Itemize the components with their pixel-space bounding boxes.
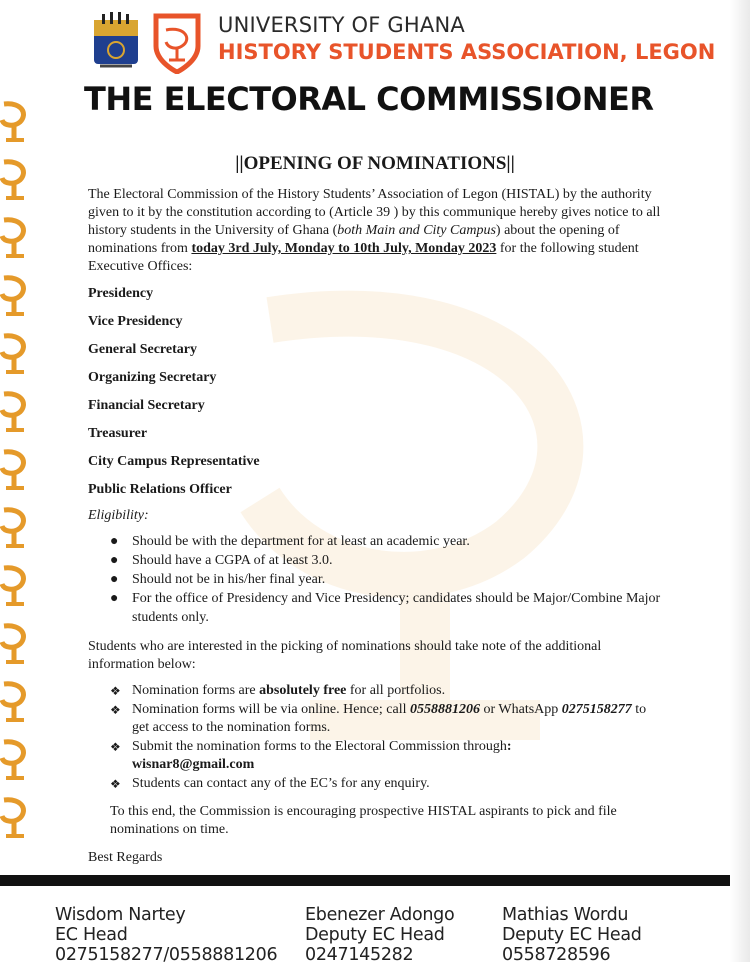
diamond-bullet-icon: ❖ (110, 702, 121, 717)
info-text: for all portfolios. (346, 683, 446, 698)
footer-divider (0, 875, 730, 886)
diamond-bullet-icon: ❖ (110, 739, 121, 754)
info-colon: : (506, 738, 512, 754)
eligibility-label: Eligibility: (88, 508, 149, 523)
sign-off: Best Regards (88, 850, 163, 865)
info-emphasis: absolutely free (259, 683, 347, 698)
info-text: to get access to the nomination forms. (132, 701, 647, 735)
eligibility-text: For the office of Presidency and Vice Presidency; candidates should be Major/Combine Major students only. (132, 591, 661, 625)
list-item (108, 701, 663, 738)
intro-text-2: ) about the opening of nominations from (88, 223, 620, 256)
intro-paragraph (88, 186, 663, 276)
diamond-bullet-icon: ❖ (110, 684, 121, 698)
signatory-phone: 0558728596 (502, 945, 611, 965)
info-text: Students can contact any of the EC’s for any enquiry. (132, 775, 430, 791)
office-item: Treasurer (88, 426, 148, 441)
intro-text-3: for the following student Executive Offices: (88, 241, 639, 274)
signatory-role: Deputy EC Head (305, 925, 445, 945)
info-text: Submit the nomination forms to the Electoral Commission through (132, 738, 507, 754)
eligibility-text: Should be with the department for at least an academic year. (132, 534, 470, 549)
notice-heading: ||OPENING OF NOMINATIONS|| (235, 153, 515, 174)
list-item (108, 570, 663, 589)
notice-body (88, 186, 663, 867)
decorative-border (0, 100, 34, 880)
nomination-dates: today 3rd July, Monday to 10th July, Monday 2023 (191, 241, 497, 256)
university-name: UNIVERSITY OF GHANA (218, 13, 465, 37)
office-item: Vice Presidency (88, 314, 183, 329)
bullet-icon: ● (110, 572, 119, 587)
list-item (108, 551, 663, 570)
info-list (88, 682, 663, 793)
university-crest-icon (92, 12, 140, 72)
page-edge-shade (730, 0, 750, 962)
email-address: wisnar8@gmail.com (132, 757, 255, 772)
info-text: Nomination forms are (132, 683, 260, 698)
signatory-name: Mathias Wordu (502, 905, 629, 925)
association-crest-icon (152, 12, 202, 74)
letterhead (92, 10, 732, 80)
intro-text-1: The Electoral Commission of the History Students’ Association of Legon (HISTAL) by the authority given to it by the constitution according to (Article 39 ) by this communique hereby gives notice to all history students in the University of Ghana ( (88, 187, 661, 238)
info-text: or WhatsApp (479, 701, 562, 717)
eligibility-text: Should have a CGPA of at least 3.0. (132, 553, 333, 568)
bullet-icon: ● (110, 534, 119, 549)
list-item (108, 775, 663, 794)
list-item (108, 682, 663, 701)
list-item (108, 532, 663, 551)
eligibility-text: Should not be in his/her final year. (132, 572, 326, 587)
eligibility-list (88, 532, 663, 627)
signatory-block (55, 905, 277, 965)
list-item (108, 738, 663, 775)
info-text: Nomination forms will be via online. Hence; call (132, 701, 410, 717)
signatory-role: Deputy EC Head (502, 925, 642, 945)
signatory-role: EC Head (55, 925, 128, 945)
signatory-block (305, 905, 454, 965)
office-item: Financial Secretary (88, 398, 205, 413)
signatory-name: Ebenezer Adongo (305, 905, 455, 925)
bullet-icon: ● (110, 553, 119, 568)
closing-paragraph: To this end, the Commission is encouraging prospective HISTAL aspirants to pick and file nominations on time. (110, 804, 617, 837)
signatory-block (502, 905, 642, 965)
association-name: HISTORY STUDENTS ASSOCIATION, LEGON (218, 40, 716, 64)
signatory-name: Wisdom Nartey (55, 905, 186, 925)
signatory-phone: 0275158277/0558881206 (55, 945, 278, 965)
office-item: Organizing Secretary (88, 370, 217, 385)
diamond-bullet-icon: ❖ (110, 776, 121, 791)
signatory-phone: 0247145282 (305, 945, 414, 965)
bullet-icon: ● (110, 591, 119, 606)
office-item: Public Relations Officer (88, 482, 232, 497)
page-title: THE ELECTORAL COMMISSIONER (84, 80, 654, 118)
office-item: City Campus Representative (88, 454, 260, 469)
office-item: General Secretary (88, 342, 197, 357)
phone-number: 0275158277 (561, 701, 632, 717)
phone-number: 0558881206 (409, 701, 480, 717)
list-item (108, 589, 663, 627)
additional-info-intro: Students who are interested in the picking of nominations should take note of the additional information below: (88, 639, 602, 672)
office-item: Presidency (88, 286, 154, 301)
offices-list (88, 280, 663, 504)
intro-campus: both Main and City Campus (337, 223, 496, 238)
